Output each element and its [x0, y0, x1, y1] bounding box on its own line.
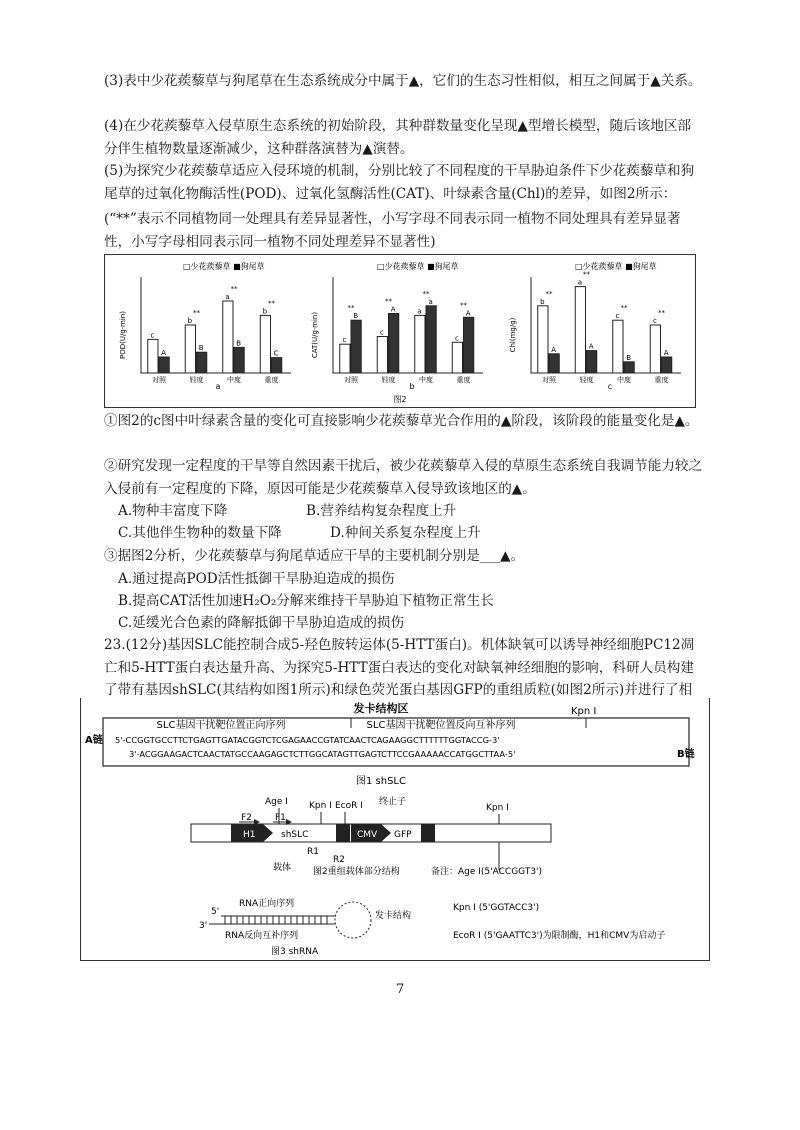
bar-c-0-0 [538, 306, 548, 373]
bar-letter-b-1-1: A [390, 305, 396, 314]
bar-a-2-1 [234, 347, 244, 373]
three-prime-label: 3' [199, 921, 208, 931]
h1-label: H1 [243, 830, 256, 840]
sub-question-3: ③据图2分析，少花蒺藜草与狗尾草适应干旱的主要机制分别是___▲。 [104, 548, 525, 564]
bar-c-3-1 [662, 357, 672, 373]
sig-stars-c-0: ** [545, 289, 553, 298]
bar-letter-c-1-0: a [577, 278, 583, 287]
primer-f1: F1 [275, 813, 286, 823]
figure-3-caption: 图3 shRNA [271, 947, 319, 957]
tick-b-2: 中度 [419, 376, 433, 384]
question-3: (3)表中少花蒺藜草与狗尾草在生态系统成分中属于▲，它们的生态习性相似，相互之间属于▲关系。 [104, 73, 702, 89]
tick-b-3: 重度 [456, 376, 471, 384]
tick-c-1: 轻度 [579, 376, 594, 384]
tick-b-1: 轻度 [381, 376, 396, 384]
sequence-a: 5'-CCGGTGCCTTCTGAGTTGATACGGTCTCGAGAACCGTATCAACTCAGAAGGCTTTTTTGGTACCG-3' [115, 735, 500, 745]
bar-letter-b-3-0: c [454, 334, 459, 343]
tick-a-1: 轻度 [189, 376, 204, 384]
chain-b-label: B链 [677, 749, 695, 760]
hairpin-label: 发卡结构 [375, 911, 412, 921]
sub2-option-b: B.营养结构复杂程度上升 [306, 503, 457, 519]
gfp-end-block [421, 824, 435, 842]
sub2-option-d: D.种间关系复杂程度上升 [330, 525, 481, 541]
sig-stars-a-3: ** [268, 299, 275, 308]
significance-note: (“**”表示不同植物同一处理具有差异显著性，小写字母不同表示同一植物不同处理具有差异显著性，小写字母相同表示同一植物不同处理差异不显著性) [104, 211, 681, 250]
bar-letter-c-0-0: b [540, 297, 545, 306]
terminator-block [336, 824, 350, 842]
cmv-label: CMV [357, 830, 378, 840]
bar-letter-c-2-0: c [615, 312, 620, 321]
bar-letter-c-1-1: A [588, 342, 594, 351]
bar-letter-a-2-0: a [225, 293, 230, 301]
bar-letter-b-2-1: a [428, 297, 433, 306]
bar-a-2-0 [223, 301, 233, 373]
bar-letter-b-0-0: c [342, 336, 347, 345]
figure-2-charts [105, 255, 695, 407]
five-prime-label: 5' [211, 907, 220, 917]
sub3-option-a: A.通过提高POD活性抵御干旱胁迫造成的损伤 [118, 571, 395, 587]
note-agei: 备注：Age Ⅰ(5'ACCGGT3') [431, 867, 543, 877]
bar-b-0-1 [351, 320, 361, 373]
figure-2 [104, 254, 696, 408]
sub2-option-a: A.物种丰富度下降 [118, 503, 228, 519]
question-5: (5)为探究少花蒺藜草适应入侵环境的机制，分别比较了不同程度的干旱胁迫条件下少花蒺藜草和狗尾草的过氧化物酶活性(POD)、过氧化氢酶活性(CAT)、叶绿素含量(Chl)的差异，如图2所示： [104, 163, 695, 202]
sig-stars-b-1: ** [385, 297, 392, 306]
agei-label: Age Ⅰ [265, 797, 288, 807]
bar-a-0-0 [148, 339, 158, 373]
shslc-label: shSLC [281, 830, 309, 840]
sig-stars-c-1: ** [583, 270, 590, 279]
legend-b: □少花蒺藜草 ■狗尾草 [377, 262, 459, 271]
sig-stars-a-2: ** [230, 285, 238, 293]
bar-b-3-0 [452, 342, 462, 373]
chain-a-label: A链 [85, 735, 103, 746]
page-number: 7 [396, 982, 405, 997]
bar-b-0-0 [340, 344, 350, 373]
rna-forward-label: RNA正向序列 [239, 899, 295, 909]
question-23: 23.(12分)基因SLC能控制合成5-羟色胺转运体(5-HTT蛋白)。机体缺氧可以诱导神经细胞PC12凋亡和5-HTT蛋白表达量升高、为探究5-HTT蛋白表达的变化对缺氧神经细胞的影响，科研人员构建了带有基因shSLC(其结构如图1所示)和绿色荧光蛋白基因GFP的重组质粒(如图2所示)并进行了相 [104, 637, 695, 698]
legend-c: □少花蒺藜草 ■狗尾草 [575, 262, 657, 271]
figure-shslc [80, 698, 710, 961]
reverse-target-label: SLC基因干扰靶位置反向互补序列 [366, 720, 516, 731]
sig-stars-c-2: ** [620, 304, 628, 313]
bar-letter-c-3-1: A [663, 349, 669, 357]
gfp-label: GFP [394, 830, 412, 840]
note-kpni: Kpn Ⅰ (5'GGTACC3') [453, 903, 540, 913]
bar-letter-b-1-0: c [379, 328, 384, 337]
subfig-b-label: b [409, 382, 415, 391]
ecori-label: EcoR Ⅰ [335, 801, 363, 811]
forward-target-label: SLC基因干扰靶位置正向序列 [156, 720, 286, 731]
bar-letter-a-0-1: A [161, 349, 167, 357]
y-label-c: Chl(mg/g) [509, 317, 517, 353]
bar-b-2-0 [415, 315, 425, 373]
bar-letter-b-3-1: A [465, 309, 471, 318]
tick-c-2: 中度 [617, 376, 631, 384]
kpn-label-3: Kpn Ⅰ [486, 803, 509, 813]
primer-r1: R1 [307, 847, 319, 857]
sub-question-2: ②研究发现一定程度的干旱等自然因素干扰后，被少花蒺藜草入侵的草原生态系统自我调节能力较之入侵前有一定程度的下降，原因可能是少花蒺藜草入侵导致该地区的▲。 [104, 458, 703, 497]
bar-c-2-1 [624, 362, 634, 373]
bar-letter-c-2-1: B [626, 353, 632, 362]
bar-b-1-1 [389, 313, 399, 373]
tick-a-3: 重度 [264, 376, 279, 384]
sub3-option-b: B.提高CAT活性加速H₂O₂分解来维持干旱胁迫下植物正常生长 [118, 593, 494, 609]
sig-stars-b-2: ** [422, 289, 430, 298]
bar-letter-b-2-0: a [417, 307, 422, 316]
shslc-diagram [81, 698, 709, 960]
bar-b-2-1 [426, 306, 436, 373]
bar-a-1-0 [185, 325, 195, 373]
bar-letter-c-3-0: c [652, 317, 657, 325]
sub2-option-c: C.其他伴生物种的数量下降 [118, 525, 282, 541]
tick-b-0: 对照 [344, 376, 358, 384]
primer-f2: F2 [241, 813, 252, 823]
bar-letter-a-2-1: B [236, 339, 242, 348]
bar-letter-a-1-1: B [198, 344, 204, 353]
hairpin-region-label: 发卡结构区 [353, 702, 409, 715]
subfig-a-label: a [215, 382, 221, 391]
y-label-a: POD(U/g·min) [119, 311, 127, 359]
sub-question-1: ①图2的c图中叶绿素含量的变化可直接影响少花蒺藜草光合作用的▲阶段，该阶段的能量变化是▲。 [104, 413, 699, 429]
bar-b-1-0 [377, 337, 387, 373]
bar-c-1-1 [587, 351, 597, 373]
sig-stars-b-3: ** [460, 301, 467, 310]
tick-c-0: 对照 [542, 376, 556, 384]
bar-letter-a-3-0: b [262, 307, 268, 316]
sequence-b: 3'-ACGGAAGACTCAACTATGCCAAGAGCTCTTGGCATAGTTGAGTCTTCCGAAAAACCATGGCTTAA-5' [129, 749, 516, 759]
figure-2-caption: 图2 [393, 395, 407, 404]
bar-c-1-0 [575, 287, 585, 373]
bar-c-2-0 [613, 320, 623, 373]
bar-a-0-1 [159, 357, 169, 373]
note-ecori: EcoR Ⅰ (5'GAATTC3')为限制酶，H1和CMV为启动子 [453, 931, 666, 941]
tick-a-0: 对照 [152, 376, 166, 384]
figure-2-vector-caption: 图2重组载体部分结构 [313, 867, 400, 877]
question-4: (4)在少花蒺藜草入侵草原生态系统的初始阶段，其种群数量变化呈现▲型增长模型，随后该地区部分伴生植物数量逐渐减少，这种群落演替为▲演替。 [104, 118, 692, 157]
bar-b-3-1 [464, 317, 474, 373]
legend-a: □少花蒺藜草 ■狗尾草 [183, 262, 265, 271]
bar-letter-a-1-0: b [187, 317, 193, 325]
bar-c-3-0 [650, 325, 660, 373]
primer-r2: R2 [333, 855, 345, 865]
bar-letter-b-0-1: B [353, 312, 359, 321]
kpn-label-2: Kpn Ⅰ [309, 801, 332, 811]
bar-c-0-1 [549, 354, 559, 373]
sub3-option-c: C.延缓光合色素的降解抵御干旱胁迫造成的损伤 [118, 615, 405, 631]
bar-letter-a-3-1: C [273, 349, 279, 358]
tick-c-3: 重度 [654, 376, 669, 384]
bar-letter-c-0-1: A [551, 345, 557, 354]
bar-a-1-1 [197, 352, 207, 373]
bar-a-3-1 [272, 358, 282, 373]
vector-label: 载体 [273, 863, 292, 873]
bar-a-3-0 [260, 315, 270, 373]
terminator-label: 终止子 [379, 797, 407, 807]
kpn-label-1: Kpn Ⅰ [571, 706, 597, 717]
figure-1-caption: 图1 shSLC [356, 776, 406, 787]
subfig-c-label: c [607, 382, 613, 391]
hairpin-loop [335, 902, 371, 938]
bar-letter-a-0-0: c [150, 331, 155, 340]
sig-stars-c-3: ** [658, 309, 665, 317]
y-label-b: CAT(U/g·min) [311, 311, 319, 359]
tick-a-2: 中度 [227, 376, 241, 384]
sig-stars-b-0: ** [347, 304, 355, 313]
sig-stars-a-1: ** [193, 309, 200, 317]
rna-reverse-label: RNA反向互补序列 [225, 931, 299, 941]
